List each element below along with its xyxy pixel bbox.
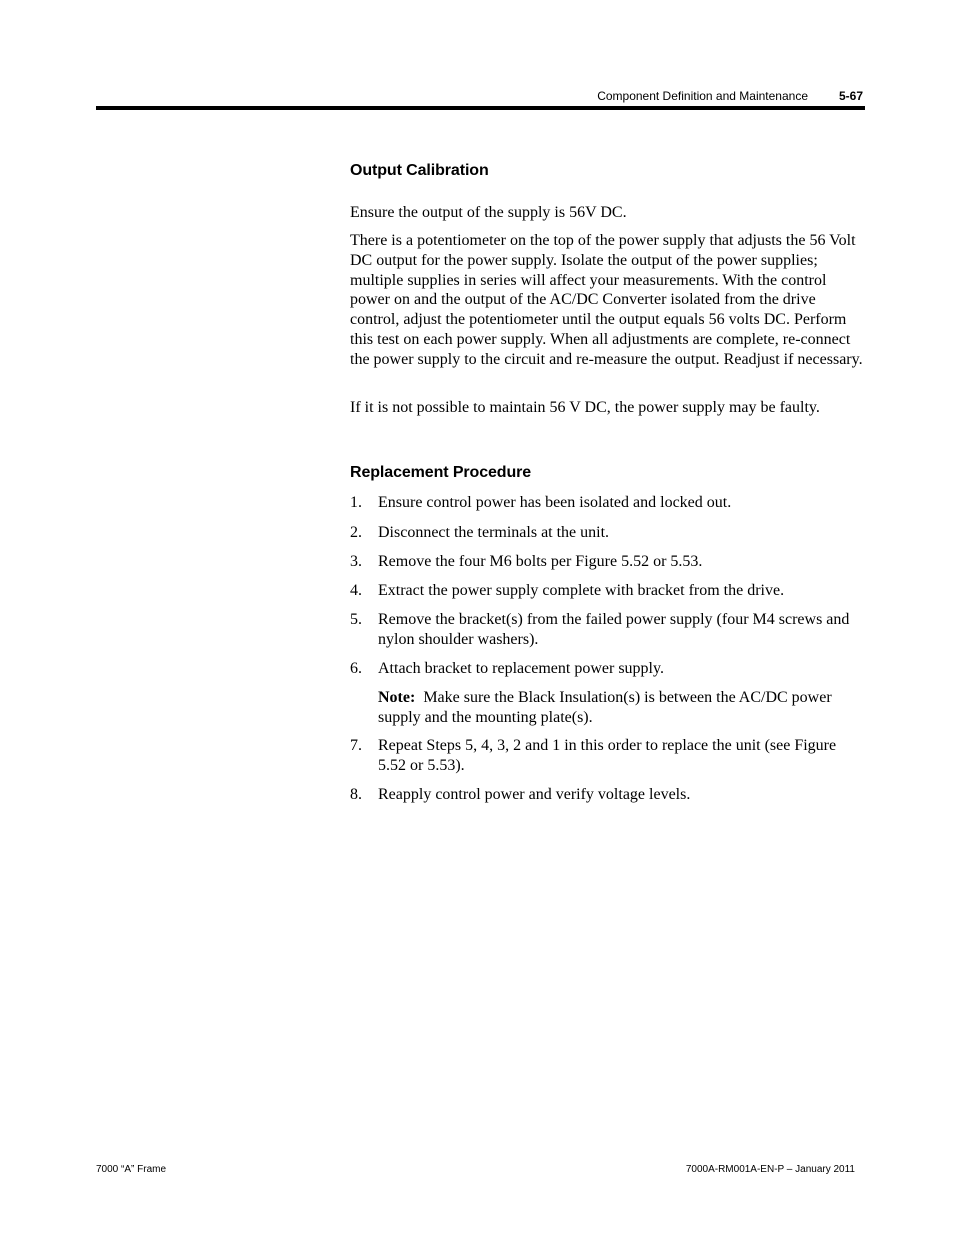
paragraph-ensure-output: Ensure the output of the supply is 56V DC. [350,204,627,221]
step-number: 6. [350,660,362,677]
step-number: 8. [350,786,362,803]
step-text: Remove the four M6 bolts per Figure 5.52 or 5.53. [378,553,703,570]
footer-left: 7000 “A” Frame [96,1164,167,1175]
heading-replacement-procedure: Replacement Procedure [350,464,532,481]
header-page-number: 5-67 [839,89,864,103]
note-label: Note: [378,689,416,706]
step-number: 1. [350,494,362,511]
step-number: 5. [350,611,362,628]
step-text: Attach bracket to replacement power supply. [378,660,664,677]
step-text: Disconnect the terminals at the unit. [378,524,610,541]
step-text: Repeat Steps 5, 4, 3, 2 and 1 in this order to replace the unit (see Figure 5.52 or 5.53). [378,737,837,774]
step-text: Reapply control power and verify voltage levels. [378,786,691,803]
footer-right: 7000A-RM001A-EN-P – January 2011 [685,1164,855,1175]
step-number: 7. [350,737,362,754]
header-section-title: Component Definition and Maintenance [597,89,808,103]
paragraph-potentiometer: There is a potentiometer on the top of the power supply that adjusts the 56 Volt DC output for the power supply. Isolate the output of the power supplies; multiple supplies in series will affect your measurements. With the control power on and the output of the AC/DC Converter isolated from the drive control, adjust the potentiometer until the output equals 56 volts DC. Perform this test on each power supply. When all adjustments are complete, re-connect the power supply to the circuit and re-measure the output. Readjust if necessary. [350,232,863,368]
step-text: Ensure control power has been isolated and locked out. [378,494,732,511]
step-text: Extract the power supply complete with bracket from the drive. [378,582,785,599]
header-rule [96,106,865,110]
step-text: Remove the bracket(s) from the failed power supply (four M4 screws and nylon shoulder washers). [378,611,850,648]
step-number: 4. [350,582,362,599]
heading-output-calibration: Output Calibration [350,162,489,179]
note [378,688,865,728]
step-number: 2. [350,524,362,541]
note-text: Make sure the Black Insulation(s) is between the AC/DC power supply and the mounting plate(s). [378,689,832,726]
paragraph-faulty: If it is not possible to maintain 56 V DC, the power supply may be faulty. [350,399,820,416]
step-number: 3. [350,553,362,570]
